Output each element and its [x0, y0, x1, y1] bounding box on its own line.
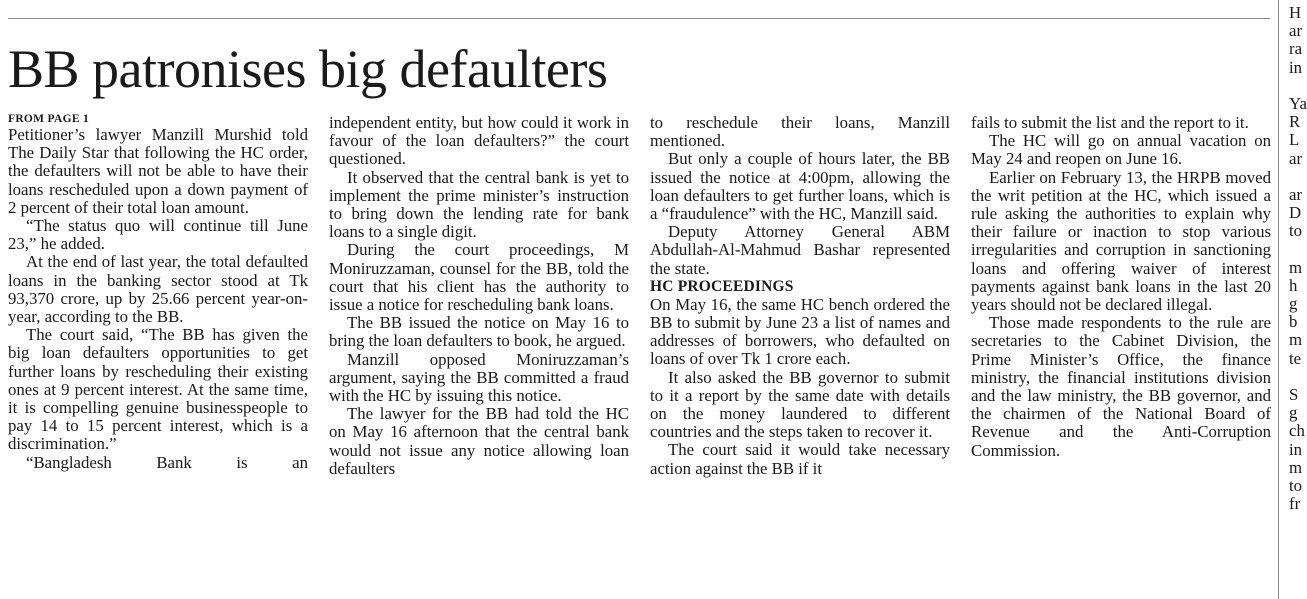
fragment-line: ar	[1289, 148, 1303, 168]
paragraph: fails to submit the list and the report to it.	[971, 113, 1249, 132]
fragment-line: R	[1289, 112, 1301, 132]
paragraph: At the end of last year, the total defaulted loans in the banking sector stood at Tk 93,370 crore, up by 25.66 percent year-on-year, according to the BB.	[8, 252, 308, 327]
fragment-line: m	[1289, 330, 1303, 350]
paragraph: It observed that the central bank is yet to implement the prime minister’s instruction to bring down the lending rate for bank loans to a single digit.	[329, 167, 629, 242]
fragment-line: in	[1289, 57, 1303, 77]
fragment-line: g	[1289, 294, 1298, 313]
paragraph: Those made respondents to the rule are secretaries to the Cabinet Division, the Prime Minister’s Office, the finance ministry, the financial institutions division and the law ministry, the BB governor, and the chairmen of the National Board of Revenue and the Anti-Corruption Commission.	[971, 313, 1271, 460]
fragment-line: D	[1289, 203, 1302, 223]
fragment-line: fr	[1289, 494, 1301, 514]
top-rule	[8, 18, 1270, 19]
paragraph: The HC will go on annual vacation on May 24 and reopen on June 16.	[971, 131, 1271, 169]
fragment-line: Ya	[1289, 93, 1307, 113]
article-column-4	[971, 114, 1271, 460]
fragment-line: g	[1289, 403, 1298, 423]
fragment-line	[1289, 77, 1303, 95]
article-column-1	[8, 112, 308, 472]
paragraph: Earlier on February 13, the HRPB moved the writ petition at the HC, which issued a rule asking the authorities to explain why their failure or inaction to stop various irregularities and corruption in sanctioning loans and offering waiver of interest payments against bank loans in the last 20 years should not be declared illegal.	[971, 167, 1271, 315]
paragraph: The court said, “The BB has given the big loan defaulters opportunities to get further loans by rescheduling their existing ones at 9 percent interest. At the same time, it is compelling genuine businesspeople to pay 14 to 15 percent interest, which is a discrimination.”	[8, 325, 308, 454]
headline: BB patronises big defaulters	[8, 39, 608, 99]
fragment-line: te	[1289, 348, 1302, 368]
fragment-line: b	[1289, 312, 1298, 332]
fragment-line: H	[1289, 3, 1302, 22]
paragraph: But only a couple of hours later, the BB issued the notice at 4:00pm, allowing the loan defaulters to get further loans, which is a “fraudulence” with the HC, Manzill said.	[650, 149, 950, 224]
paragraph: Manzill opposed Moniruzzaman’s argument, saying the BB committed a fraud with the HC by issuing this notice.	[329, 349, 629, 406]
fragment-line: S	[1289, 384, 1299, 404]
fragment-line: ra	[1289, 39, 1303, 59]
fragment-line	[1289, 240, 1303, 258]
next-column-fragment	[1289, 3, 1307, 514]
fragment-line: h	[1289, 275, 1298, 295]
kicker: FROM PAGE 1	[8, 113, 90, 125]
paragraph: independent entity, but how could it work in favour of the loan defaulters?” the court questioned.	[329, 113, 629, 169]
paragraph: The BB issued the notice on May 16 to bring the loan defaulters to book, he argued.	[329, 313, 629, 351]
paragraph: The court said it would take necessary action against the BB if it	[650, 440, 950, 478]
fragment-line: to	[1289, 221, 1303, 241]
column-divider	[1278, 0, 1279, 599]
article-column-3	[650, 114, 950, 478]
fragment-line: in	[1289, 439, 1303, 459]
fragment-line: ch	[1289, 421, 1305, 441]
fragment-line: m	[1289, 257, 1303, 277]
paragraph: “The status quo will continue till June 23,” he added.	[8, 216, 308, 254]
paragraph: Petitioner’s lawyer Manzill Murshid told The Daily Star that following the HC order, the defaulters will not be able to have their loans rescheduled upon a down payment of 2 percent of their total loan amount.	[8, 125, 308, 217]
paragraph: to reschedule their loans, Manzill mentioned.	[650, 113, 950, 151]
fragment-line: m	[1289, 457, 1303, 477]
fragment-line: L	[1289, 130, 1300, 150]
fragment-line: ar	[1289, 184, 1303, 204]
article-column-2	[329, 114, 629, 478]
paragraph: On May 16, the same HC bench ordered the BB to submit by June 23 a list of names and addresses of borrowers, who defaulted on loans of over Tk 1 crore each.	[650, 294, 950, 369]
paragraph: “Bangladesh Bank is an	[26, 452, 308, 472]
paragraph: The lawyer for the BB had told the HC on May 16 afternoon that the central bank would not issue any notice allowing loan defaulters	[329, 404, 629, 478]
paragraph: During the court proceedings, M Moniruzzaman, counsel for the BB, told the court that his client has the authority to issue a notice for rescheduling bank loans.	[329, 240, 629, 315]
paragraph: Deputy Attorney General ABM Abdullah-Al-Mahmud Bashar represented the state.	[650, 222, 950, 278]
subheading: HC PROCEEDINGS	[650, 277, 794, 295]
fragment-line	[1289, 168, 1303, 186]
fragment-line	[1289, 368, 1303, 386]
fragment-line: ar	[1289, 21, 1303, 41]
fragment-line: to	[1289, 475, 1303, 495]
paragraph: It also asked the BB governor to submit to it a report by the same date with details on the money laundered to different countries and the steps taken to recover it.	[650, 367, 950, 442]
